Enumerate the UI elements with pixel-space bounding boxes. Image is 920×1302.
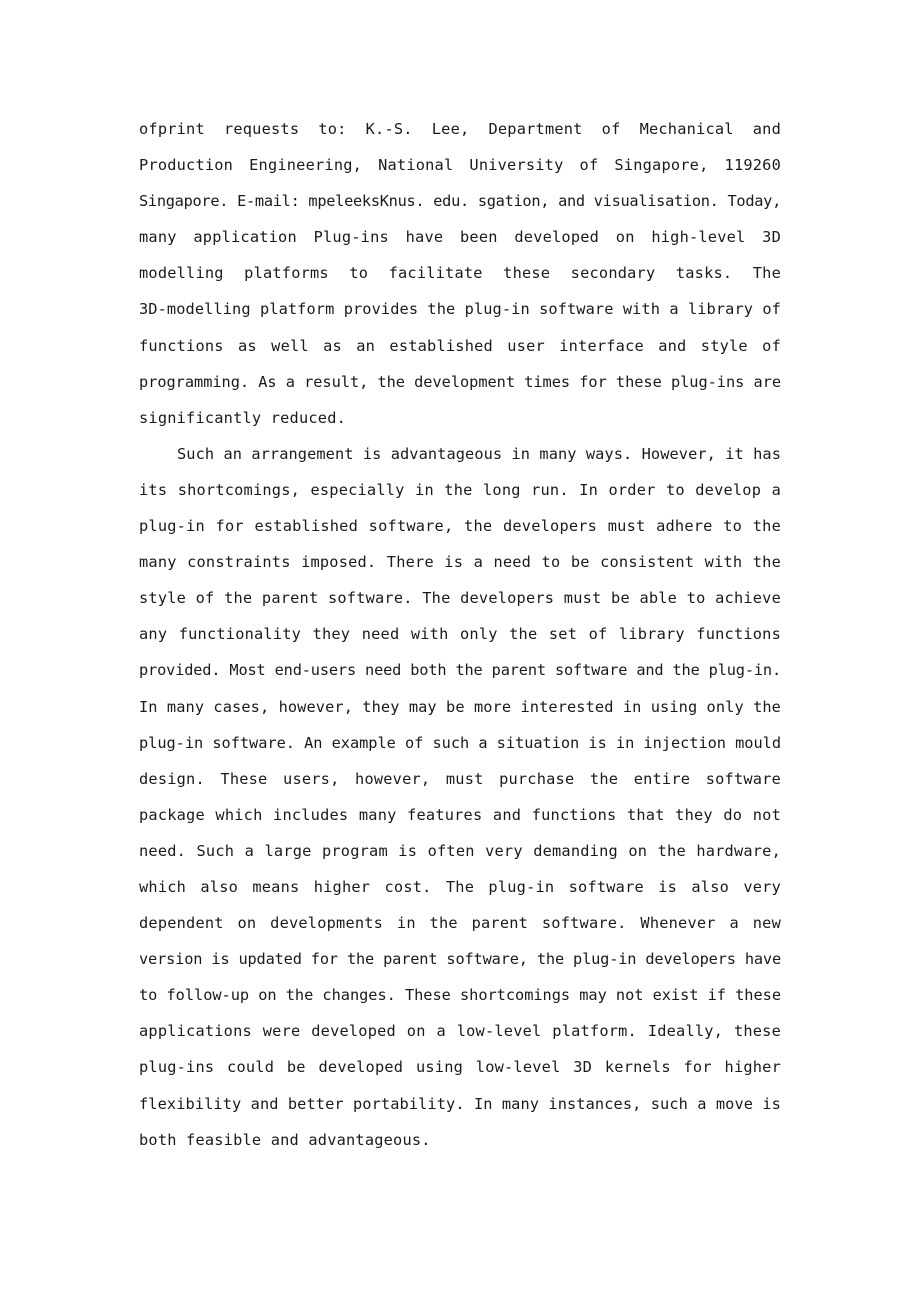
text-line: provided. Most end-users need both the parent software and the plug-in.: [139, 661, 781, 680]
text-line: applications were developed on a low-level platform. Ideally, these: [139, 1022, 781, 1041]
text-line: functions as well as an established user interface and style of: [139, 336, 781, 355]
text-line: significantly reduced.: [139, 408, 347, 427]
text-line: ofprint requests to: K.-S. Lee, Department of Mechanical and: [139, 120, 781, 138]
text-line: which also means higher cost. The plug-in software is also very: [139, 877, 781, 896]
text-line: its shortcomings, especially in the long run. In order to develop a: [139, 480, 781, 499]
text-line: many constraints imposed. There is a need to be consistent with the: [139, 553, 781, 572]
text-line: design. These users, however, must purchase the entire software: [139, 769, 781, 788]
text-line: plug-in software. An example of such a situation is in injection mould: [139, 733, 781, 752]
text-line: Such an arrangement is advantageous in many ways. However, it has: [177, 444, 781, 463]
paragraph-1: [139, 111, 781, 436]
text-line: Production Engineering, National University of Singapore, 119260: [139, 156, 781, 175]
text-line: 3D-modelling platform provides the plug-in software with a library of: [139, 300, 781, 319]
text-line: modelling platforms to facilitate these secondary tasks. The: [139, 264, 781, 283]
text-line: style of the parent software. The developers must be able to achieve: [139, 589, 781, 608]
text-line: package which includes many features and functions that they do not: [139, 805, 781, 824]
document-page: [139, 111, 781, 1158]
text-line: both feasible and advantageous.: [139, 1130, 431, 1149]
text-line: dependent on developments in the parent software. Whenever a new: [139, 914, 781, 933]
text-line: plug-ins could be developed using low-level 3D kernels for higher: [139, 1058, 781, 1077]
text-line: any functionality they need with only the set of library functions: [139, 625, 781, 644]
paragraph-2: [139, 436, 781, 1158]
text-line: many application Plug-ins have been developed on high-level 3D: [139, 228, 781, 247]
text-line: Singapore. E-mail: mpeleeksKnus. edu. sgation, and visualisation. Today,: [139, 192, 782, 211]
text-line: flexibility and better portability. In many instances, such a move is: [139, 1094, 781, 1113]
text-line: programming. As a result, the development times for these plug-ins are: [139, 372, 781, 391]
text-line: plug-in for established software, the developers must adhere to the: [139, 517, 781, 536]
text-line: to follow-up on the changes. These shortcomings may not exist if these: [139, 986, 781, 1005]
text-line: version is updated for the parent software, the plug-in developers have: [139, 950, 781, 969]
text-line: In many cases, however, they may be more interested in using only the: [139, 697, 781, 716]
text-line: need. Such a large program is often very demanding on the hardware,: [139, 841, 781, 860]
